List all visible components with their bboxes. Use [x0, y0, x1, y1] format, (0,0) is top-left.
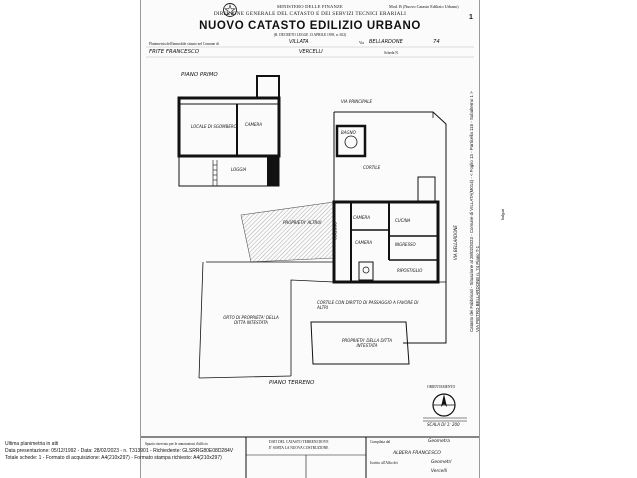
cadastral-sheet: [140, 0, 480, 478]
label-piano-terreno: PIANO TERRENO: [269, 380, 315, 386]
room-label: CAMERA: [353, 215, 371, 220]
label-via-principale: VIA PRINCIPALE: [341, 99, 372, 104]
left-margin: [0, 0, 140, 478]
footer-line-2: Data presentazione: 05/12/1992 - Data: 28/02/2023 - n. T313901 - Richiedente: GLSRRG80E08D284V: [5, 448, 234, 454]
provincia-field-value: VERCELLI: [299, 49, 323, 55]
compiler-label: Compilata dal: [370, 440, 391, 444]
room-label: LOCALE DI SGOMBERO: [191, 124, 237, 129]
compiler-name: ALBERA FRANCESCO: [393, 451, 441, 456]
label-piano-primo: PIANO PRIMO: [181, 72, 218, 78]
side-note-line-2: VIA PIETRO BELLARDONE n. 74 Piano T-1: [475, 245, 480, 332]
terreni-data-line2: E' SORTA LA NUOVA COSTRUZIONE: [269, 446, 329, 450]
albo-province: Vercelli: [431, 469, 448, 474]
room-label: LOGGIA: [231, 167, 247, 172]
directorate-line: DIREZIONE GENERALE DEL CATASTO E DEI SERVIZI TECNICI ERARIALI: [213, 11, 407, 17]
ministry-line: MINISTERO DELLE FINANZE: [276, 4, 344, 9]
compiler-title: Geometra: [428, 439, 450, 444]
albo-profession: Geometri: [431, 460, 452, 465]
via-field-label: Via: [359, 41, 364, 45]
room-label: RIPOSTIGLIO: [397, 268, 423, 273]
side-stamp: bulgari: [500, 208, 505, 220]
civic-number-value: 74: [433, 39, 440, 45]
room-label: BAGNO: [341, 130, 356, 135]
model-reference: Mod. B (Nuovo Catasto Edilizio Urbano): [389, 4, 459, 9]
owner-field-label: Planimetria dell'immobile situato nel Comune di: [149, 42, 219, 46]
albo-label: Iscritto all'Albo dei: [370, 461, 398, 465]
cadastral-side-note: [469, 91, 481, 332]
right-margin: [479, 0, 637, 478]
orientation-label: ORIENTAMENTO: [427, 385, 456, 389]
room-label: CAMERA: [245, 122, 263, 127]
office-notes-label: Spazio riservato per le annotazioni d'ufficio: [145, 442, 208, 446]
terreni-data-line1: DATI DEL CATASTO TERRENI DOVE: [269, 440, 329, 444]
label-cortile: CORTILE: [363, 165, 381, 170]
room-label: CUCINA: [395, 218, 411, 223]
label-via-bellardone: VIA BELLARDONE: [453, 225, 458, 260]
comune-field-value: VILLATA: [289, 39, 309, 45]
label-orto: ORTO DI PROPRIETA' DELLA DITTA INTESTATA: [223, 315, 279, 325]
scale-label: SCALA DI 1: 200: [427, 422, 460, 427]
room-label: PORTICO: [332, 222, 337, 240]
side-note-line-1: Catasto dei Fabbricati - Situazione al 28/02/2023 - Comune di VILLATA(M014) - < Foglio 13 - Particella 116 - Subalterno 1 >: [469, 91, 474, 332]
room-label: INGRESSO: [395, 242, 416, 247]
footer-line-3: Totale schede: 1 - Formato di acquisizione: A4(210x297) - Formato stampa richiesto: A4(210x297): [5, 455, 222, 461]
document-title: NUOVO CATASTO EDILIZIO URBANO: [199, 20, 421, 32]
owner-field-value: FRITE FRANCESCO: [149, 49, 200, 55]
page-number: 1: [469, 14, 473, 21]
room-label: CAMERA: [355, 240, 373, 245]
scheda-field-label: Scheda N.: [384, 51, 399, 55]
via-field-value: BELLARDONE: [369, 39, 403, 45]
label-proprieta-altrui: PROPRIETA' ALTRUI: [283, 220, 322, 225]
footer-line-1: Ultima planimetria in atti: [5, 441, 59, 447]
document-footer: [5, 441, 233, 462]
label-cortile-comune: CORTILE CON DIRITTO DI PASSAGGIO A FAVORE DI ALTRI: [317, 300, 419, 310]
decree-reference: (R. DECRETO LEGGE 13 APRILE 1939, n. 652): [273, 33, 347, 37]
label-proprieta-ditta: PROPRIETA' DELLA DITTA INTESTATA: [341, 338, 392, 348]
